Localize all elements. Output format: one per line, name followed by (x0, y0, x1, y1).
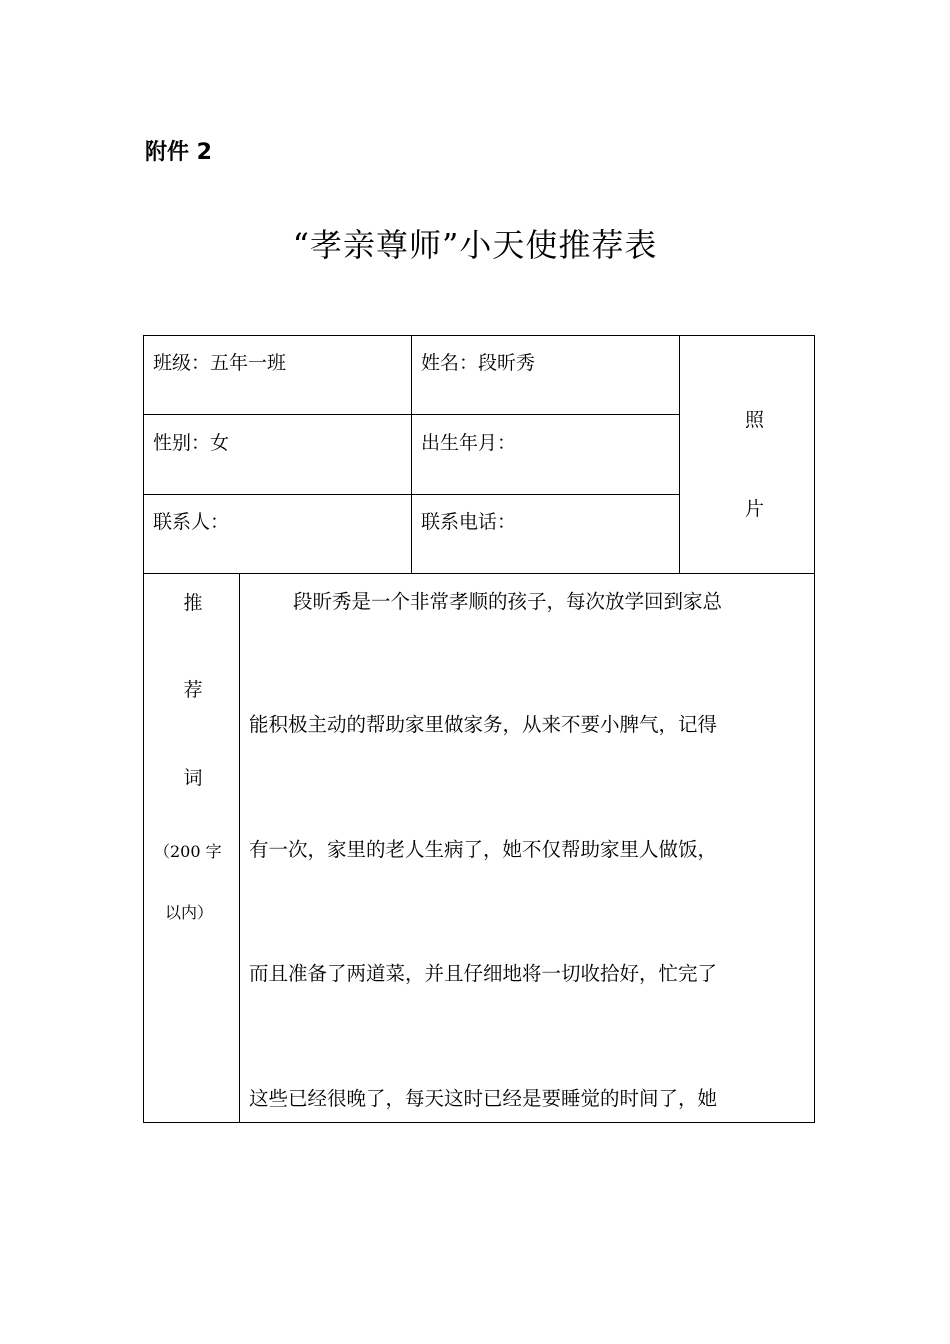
recommend-text-line-5: 这些已经很晚了，每天这时已经是要睡觉的时间了，她 (249, 1087, 718, 1110)
gender-field: 性别：女 (153, 432, 230, 454)
recommend-label-1: 推 (183, 592, 203, 614)
recommend-text-line-2: 能积极主动的帮助家里做家务，从来不要小脾气，记得 (249, 713, 718, 736)
photo-label-2: 片 (745, 498, 765, 520)
contact-person-field: 联系人： (153, 511, 230, 533)
word-limit-note-2: 以内） (165, 903, 214, 922)
rule-photo-left (679, 335, 680, 574)
recommend-text-line-4: 而且准备了两道菜，并且仔细地将一切收拾好，忙完了 (249, 962, 718, 985)
recommend-label-3: 词 (183, 767, 203, 789)
recommend-text-line-1: 段昕秀是一个非常孝顺的孩子，每次放学回到家总 (293, 590, 723, 613)
rule-row-1 (143, 414, 680, 415)
birth-field: 出生年月： (421, 432, 517, 454)
rule-label-col (239, 573, 240, 1123)
recommend-label-2: 荐 (183, 679, 203, 701)
rule-col-middle (411, 335, 412, 574)
class-field: 班级：五年一班 (153, 352, 287, 374)
recommend-text-line-3: 有一次，家里的老人生病了，她不仅帮助家里人做饭， (249, 838, 718, 861)
word-limit-note-1: （200 字 (154, 842, 222, 861)
attachment-label: 附件 2 (145, 140, 212, 165)
rule-row-2 (143, 494, 680, 495)
photo-label-1: 照 (745, 409, 765, 431)
rule-row-3 (143, 573, 815, 574)
name-field: 姓名：段昕秀 (421, 352, 536, 374)
form-title: “孝亲尊师”小天使推荐表 (292, 226, 658, 264)
contact-phone-field: 联系电话： (421, 511, 517, 533)
